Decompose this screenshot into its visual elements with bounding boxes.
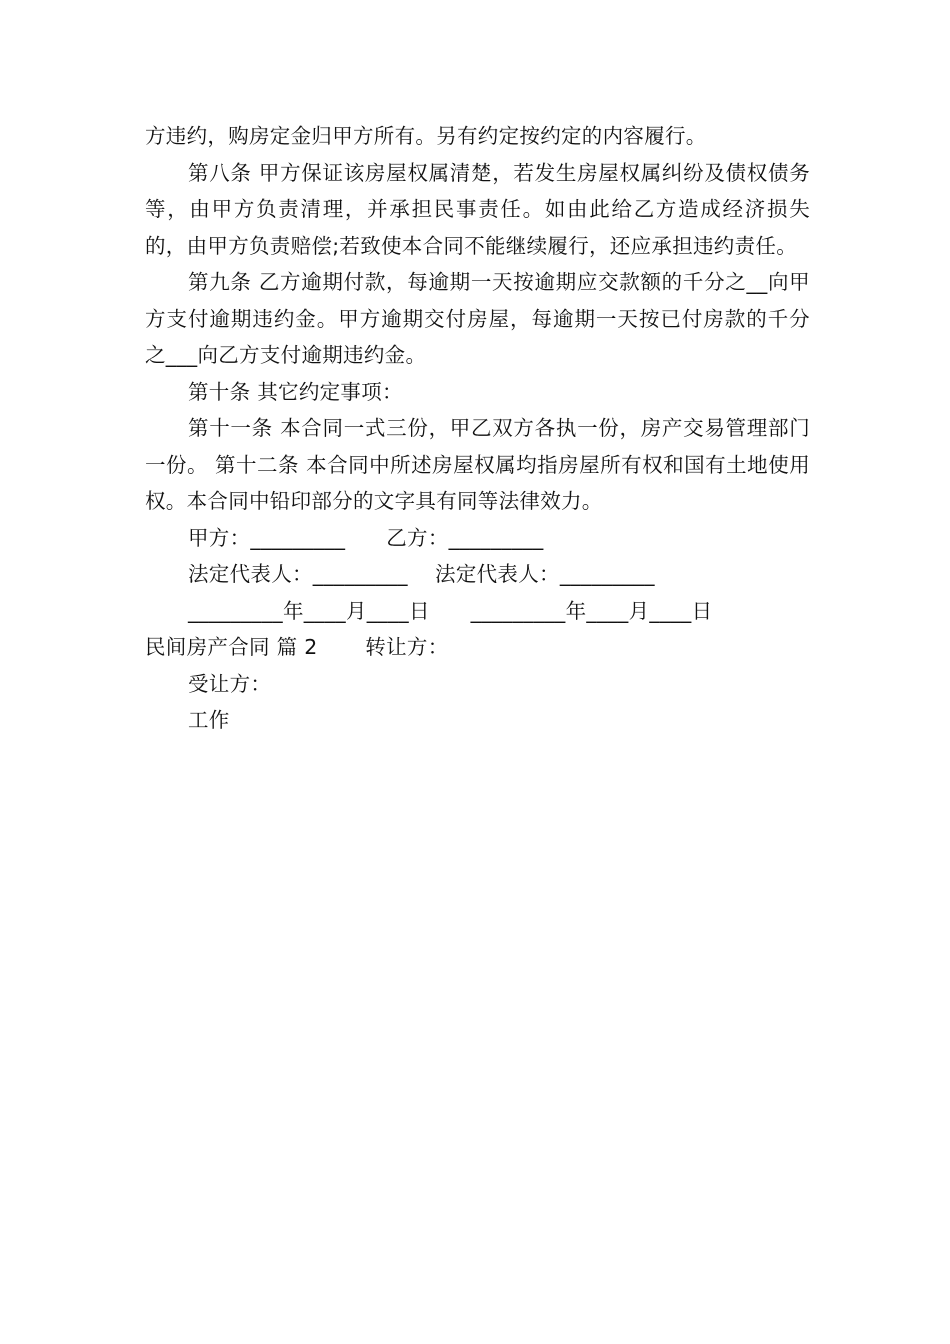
work-line: 工作 [188,708,230,732]
paragraph-article-11-12: 第十一条 本合同一式三份，甲乙双方各执一份，房产交易管理部门一份。 第十二条 本合同中所述房屋权属均指房屋所有权和国有土地使用权。本合同中铅印部分的文字具有同等法律效力。 [145,416,810,513]
paragraph-article-8: 第八条 甲方保证该房屋权属清楚，若发生房屋权属纠纷及债权债务等，由甲方负责清理，并承担民事责任。如由此给乙方造成经济损失的，由甲方负责赔偿;若致使本合同不能继续履行，还应承担违约责任。 [145,160,810,258]
signature-date-line: _________年____月____日 _________年____月____日 [188,598,713,623]
signature-party-line: 甲方：_________ 乙方：_________ [188,525,544,550]
document-page [145,118,810,739]
paragraph-article-10: 第十条 其它约定事项： [188,379,403,404]
signature-representative-line: 法定代表人：_________ 法定代表人：_________ [188,562,655,586]
paragraph-1: 方违约，购房定金归甲方所有。另有约定按约定的内容履行。 [145,124,707,148]
transferee-line: 受让方： [188,671,272,696]
paragraph-article-9: 第九条 乙方逾期付款，每逾期一天按逾期应交款额的千分之__向甲方支付逾期违约金。甲方逾期交付房屋，每逾期一天按已付房款的千分之___向乙方支付逾期违约金。 [145,270,810,367]
section-heading-line: 民间房产合同 篇 2 转让方： [145,635,449,659]
